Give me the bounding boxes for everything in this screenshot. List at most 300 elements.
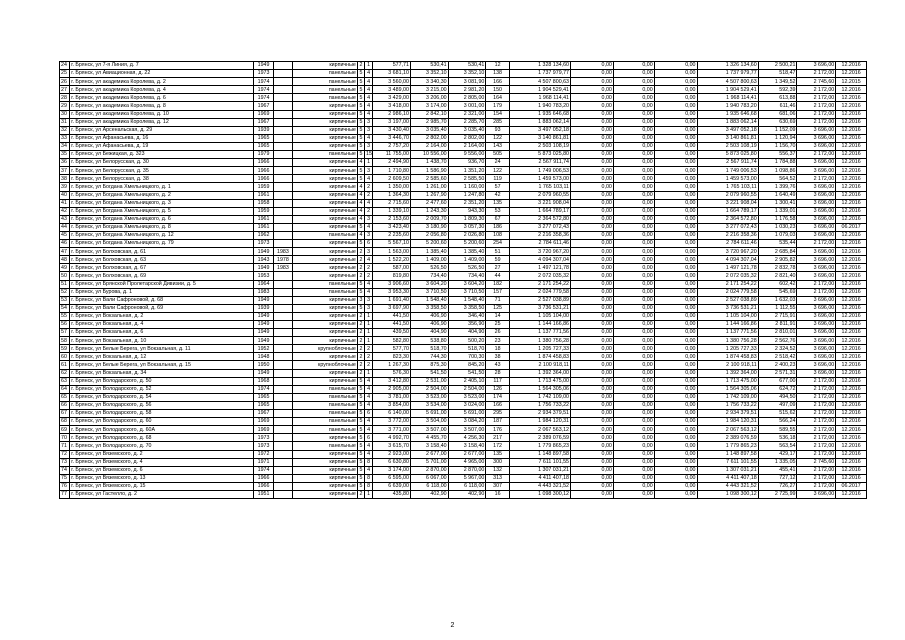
- cell-cost-per-sqm: 497,09: [758, 401, 797, 409]
- cell-private-area: 3 001,00: [448, 102, 486, 110]
- cell-entrances: 4: [365, 377, 373, 385]
- cell-max-cost-per-sqm: 3 696,00: [797, 321, 836, 329]
- cell-build-year: 1973: [253, 70, 273, 78]
- cell-cost-per-sqm: 726,27: [758, 482, 797, 490]
- cell-owner-cost: 0,00: [654, 70, 697, 78]
- cell-cost-per-sqm: 1 339,01: [758, 207, 797, 215]
- cell-owner-cost: 0,00: [654, 248, 697, 256]
- cell-floors: 5: [357, 482, 364, 490]
- cell-build-year: 1965: [253, 393, 273, 401]
- cell-max-cost-per-sqm: 2 172,00: [797, 70, 836, 78]
- cell-build-year: 1952: [253, 345, 273, 353]
- cell-wall-material: панельные: [292, 78, 357, 86]
- cell-residential-area: 541,50: [410, 369, 448, 377]
- cell-owner-cost: 0,00: [654, 62, 697, 70]
- cell-residents: 93: [486, 126, 509, 134]
- cell-private-area: 936,70: [448, 159, 486, 167]
- table-row: [60, 183, 867, 191]
- cell-wall-material: кирпичные: [292, 248, 357, 256]
- cell-deadline: 12.2016: [836, 442, 867, 450]
- cell-entrances: 1: [365, 62, 373, 70]
- cell-max-cost-per-sqm: 3 696,00: [797, 199, 836, 207]
- cell-residents: 132: [486, 466, 509, 474]
- cell-owner-cost: 0,00: [654, 304, 697, 312]
- cell-owner-cost: 0,00: [654, 329, 697, 337]
- cell-wall-material: панельные: [292, 418, 357, 426]
- cell-owner-contribution: 1 904 529,41: [697, 86, 758, 94]
- cell-total-cost: 1 098 300,12: [509, 490, 570, 498]
- cell-reconstruction-year: [274, 191, 292, 199]
- cell-residents: 135: [486, 199, 509, 207]
- cell-private-area: 3 352,10: [448, 70, 486, 78]
- cell-wall-material: кирпичные: [292, 159, 357, 167]
- cell-residential-area: 2 585,60: [410, 175, 448, 183]
- table-row: [60, 426, 867, 434]
- cell-total-cost: 2 527 038,89: [509, 296, 570, 304]
- cell-deadline: 12.2015: [836, 78, 867, 86]
- cell-row-number: 41: [60, 199, 70, 207]
- cell-max-cost-per-sqm: 2 172,00: [797, 418, 836, 426]
- cell-fund-cost: 0,00: [571, 442, 614, 450]
- cell-deadline: 12.2016: [836, 321, 867, 329]
- cell-cost-per-sqm: 1 030,23: [758, 223, 797, 231]
- cell-owner-cost: 0,00: [654, 231, 697, 239]
- cell-entrances: 1: [365, 159, 373, 167]
- cell-wall-material: кирпичные: [292, 191, 357, 199]
- cell-residents: 164: [486, 94, 509, 102]
- cell-address: г. Брянск, ул Вяземского, д. 6: [70, 466, 254, 474]
- cell-owner-contribution: 2 934 379,51: [697, 410, 758, 418]
- cell-max-cost-per-sqm: 2 172,00: [797, 118, 836, 126]
- cell-budget-cost: 0,00: [613, 312, 654, 320]
- cell-max-cost-per-sqm: 3 696,00: [797, 329, 836, 337]
- cell-build-year: 1939: [253, 304, 273, 312]
- cell-total-area: 577,71: [373, 62, 411, 70]
- cell-floors: 5: [357, 70, 364, 78]
- cell-total-area: 3 174,00: [373, 466, 411, 474]
- table-row: [60, 248, 867, 256]
- cell-wall-material: кирпичные: [292, 102, 357, 110]
- cell-floors: 4: [357, 183, 364, 191]
- cell-total-cost: 1 940 783,20: [509, 102, 570, 110]
- cell-owner-contribution: 1 307 031,21: [697, 466, 758, 474]
- table-row: [60, 296, 867, 304]
- cell-build-year: 1967: [253, 410, 273, 418]
- cell-owner-cost: 0,00: [654, 288, 697, 296]
- cell-owner-contribution: 2 527 038,89: [697, 296, 758, 304]
- cell-owner-cost: 0,00: [654, 102, 697, 110]
- cell-private-area: 2 981,20: [448, 86, 486, 94]
- cell-build-year: 1943: [253, 256, 273, 264]
- cell-build-year: 1949: [253, 312, 273, 320]
- cell-owner-contribution: 1 392 364,00: [697, 369, 758, 377]
- table-row: [60, 94, 867, 102]
- cell-owner-contribution: 2 784 611,46: [697, 240, 758, 248]
- cell-reconstruction-year: 1978: [274, 256, 292, 264]
- cell-owner-cost: 0,00: [654, 199, 697, 207]
- cell-cost-per-sqm: 1 300,41: [758, 199, 797, 207]
- cell-fund-cost: 0,00: [571, 142, 614, 150]
- cell-build-year: 1973: [253, 442, 273, 450]
- cell-budget-cost: 0,00: [613, 264, 654, 272]
- cell-residential-area: 3 206,00: [410, 94, 448, 102]
- cell-address: г. Брянск, ул Володарского, д. 60: [70, 418, 254, 426]
- cell-max-cost-per-sqm: 2 172,00: [797, 86, 836, 94]
- cell-deadline: 12.2016: [836, 126, 867, 134]
- cell-address: г. Брянск, ул Володарского, д. 56: [70, 401, 254, 409]
- cell-cost-per-sqm: 566,24: [758, 418, 797, 426]
- cell-max-cost-per-sqm: 3 696,00: [797, 296, 836, 304]
- cell-private-area: 943,30: [448, 207, 486, 215]
- cell-budget-cost: 0,00: [613, 86, 654, 94]
- cell-fund-cost: 0,00: [571, 70, 614, 78]
- cell-residential-area: 3 352,10: [410, 70, 448, 78]
- cell-reconstruction-year: [274, 62, 292, 70]
- cell-total-area: 582,80: [373, 337, 411, 345]
- cell-max-cost-per-sqm: 3 696,00: [797, 207, 836, 215]
- cell-deadline: 12.2016: [836, 377, 867, 385]
- cell-row-number: 65: [60, 393, 70, 401]
- cell-owner-contribution: 1 137 771,56: [697, 329, 758, 337]
- cell-budget-cost: 0,00: [613, 167, 654, 175]
- cell-reconstruction-year: [274, 86, 292, 94]
- cell-build-year: 1949: [253, 248, 273, 256]
- cell-floors: 5: [357, 86, 364, 94]
- cell-deadline: 12.2016: [836, 118, 867, 126]
- cell-private-area: 2 585,50: [448, 175, 486, 183]
- cell-row-number: 29: [60, 102, 70, 110]
- cell-total-cost: 3 736 531,21: [509, 304, 570, 312]
- cell-fund-cost: 0,00: [571, 450, 614, 458]
- cell-budget-cost: 0,00: [613, 223, 654, 231]
- cell-wall-material: панельные: [292, 385, 357, 393]
- cell-wall-material: кирпичные: [292, 175, 357, 183]
- cell-max-cost-per-sqm: 3 696,00: [797, 231, 836, 239]
- cell-residential-area: 1 243,30: [410, 207, 448, 215]
- cell-wall-material: панельные: [292, 442, 357, 450]
- cell-total-area: 6 595,00: [373, 474, 411, 482]
- cell-reconstruction-year: [274, 353, 292, 361]
- cell-deadline: 12.2016: [836, 134, 867, 142]
- cell-max-cost-per-sqm: 3 696,00: [797, 264, 836, 272]
- cell-deadline: 12.2016: [836, 458, 867, 466]
- cell-owner-contribution: 4 507 800,63: [697, 78, 758, 86]
- cell-owner-cost: 0,00: [654, 434, 697, 442]
- cell-owner-cost: 0,00: [654, 321, 697, 329]
- cell-private-area: 2 504,00: [448, 385, 486, 393]
- cell-residential-area: 5 200,60: [410, 240, 448, 248]
- cell-fund-cost: 0,00: [571, 410, 614, 418]
- cell-residents: 12: [486, 62, 509, 70]
- cell-address: г. Брянск, ул Вяземского, д. 2: [70, 450, 254, 458]
- cell-owner-cost: 0,00: [654, 86, 697, 94]
- cell-private-area: 530,41: [448, 62, 486, 70]
- cell-entrances: 2: [365, 264, 373, 272]
- cell-total-area: 439,50: [373, 329, 411, 337]
- cell-budget-cost: 0,00: [613, 418, 654, 426]
- cell-address: г. Брянск, ул Вали Сафроновой, д. 69: [70, 304, 254, 312]
- cell-reconstruction-year: [274, 304, 292, 312]
- cell-deadline: 12.2016: [836, 345, 867, 353]
- cell-fund-cost: 0,00: [571, 329, 614, 337]
- cell-max-cost-per-sqm: 2 172,00: [797, 426, 836, 434]
- cell-max-cost-per-sqm: 3 696,00: [797, 361, 836, 369]
- cell-owner-contribution: 2 171 254,22: [697, 280, 758, 288]
- cell-owner-cost: 0,00: [654, 337, 697, 345]
- cell-floors: 4: [357, 231, 364, 239]
- cell-deadline: 12.2016: [836, 62, 867, 70]
- cell-total-area: 3 615,70: [373, 442, 411, 450]
- cell-owner-contribution: 1 380 756,28: [697, 337, 758, 345]
- cell-max-cost-per-sqm: 3 696,00: [797, 490, 836, 498]
- cell-budget-cost: 0,00: [613, 159, 654, 167]
- cell-owner-cost: 0,00: [654, 159, 697, 167]
- cell-owner-cost: 0,00: [654, 256, 697, 264]
- cell-build-year: 1967: [253, 102, 273, 110]
- cell-owner-contribution: 1 148 897,58: [697, 450, 758, 458]
- cell-entrances: 4: [365, 280, 373, 288]
- cell-address: г. Брянск, ул Володарского, д. 68: [70, 434, 254, 442]
- cell-address: г. Брянск, ул академика Королева, д. 12: [70, 118, 254, 126]
- cell-budget-cost: 0,00: [613, 240, 654, 248]
- cell-build-year: 1966: [253, 175, 273, 183]
- cell-address: г. Брянск, ул Вяземского, д. 4: [70, 458, 254, 466]
- cell-address: г. Брянск, ул Бурова, д. 1: [70, 288, 254, 296]
- cell-total-cost: 3 720 967,20: [509, 248, 570, 256]
- cell-owner-contribution: 1 105 104,00: [697, 312, 758, 320]
- cell-cost-per-sqm: 455,41: [758, 466, 797, 474]
- cell-floors: 2: [357, 264, 364, 272]
- cell-fund-cost: 0,00: [571, 369, 614, 377]
- cell-residential-area: 2 056,80: [410, 231, 448, 239]
- cell-owner-cost: 0,00: [654, 458, 697, 466]
- cell-budget-cost: 0,00: [613, 410, 654, 418]
- cell-fund-cost: 0,00: [571, 296, 614, 304]
- cell-address: г. Брянск, ул Болховская, д. 61: [70, 248, 254, 256]
- table-row: [60, 442, 867, 450]
- cell-residents: 285: [486, 118, 509, 126]
- cell-entrances: 3: [365, 118, 373, 126]
- cell-build-year: 1959: [253, 207, 273, 215]
- cell-fund-cost: 0,00: [571, 151, 614, 159]
- cell-total-area: 3 429,00: [373, 94, 411, 102]
- cell-fund-cost: 0,00: [571, 393, 614, 401]
- cell-wall-material: кирпичные: [292, 450, 357, 458]
- cell-private-area: 526,50: [448, 264, 486, 272]
- cell-private-area: 3 358,50: [448, 304, 486, 312]
- cell-floors: 2: [357, 256, 364, 264]
- cell-deadline: 12.2016: [836, 369, 867, 377]
- cell-row-number: 69: [60, 426, 70, 434]
- cell-wall-material: кирпичные: [292, 337, 357, 345]
- table-row: [60, 167, 867, 175]
- cell-floors: 5: [357, 450, 364, 458]
- cell-reconstruction-year: [274, 410, 292, 418]
- cell-total-area: 3 418,00: [373, 102, 411, 110]
- cell-row-number: 57: [60, 329, 70, 337]
- cell-total-cost: 1 713 475,00: [509, 377, 570, 385]
- cell-floors: 5: [357, 223, 364, 231]
- cell-address: г. Брянск, ул Богдана Хмельницкого, д. 6: [70, 215, 254, 223]
- cell-total-cost: 4 411 407,18: [509, 474, 570, 482]
- cell-build-year: 1958: [253, 199, 273, 207]
- cell-total-cost: 2 364 572,80: [509, 215, 570, 223]
- cell-total-area: 2 494,90: [373, 159, 411, 167]
- cell-total-area: 1 339,10: [373, 207, 411, 215]
- table-row: [60, 369, 867, 377]
- cell-budget-cost: 0,00: [613, 434, 654, 442]
- cell-owner-cost: 0,00: [654, 264, 697, 272]
- cell-budget-cost: 0,00: [613, 231, 654, 239]
- cell-build-year: 1974: [253, 86, 273, 94]
- cell-address: г. Брянск, ул Белорусская, д. 35: [70, 167, 254, 175]
- table-row: [60, 118, 867, 126]
- cell-total-cost: 7 611 101,55: [509, 458, 570, 466]
- cell-address: г. Брянск, ул Болховская, д. 63: [70, 256, 254, 264]
- cell-address: г. Брянск, ул Вокзальная, д. 2: [70, 312, 254, 320]
- cell-total-cost: 3 221 908,04: [509, 199, 570, 207]
- cell-build-year: 1974: [253, 78, 273, 86]
- cell-cost-per-sqm: 1 152,09: [758, 126, 797, 134]
- cell-owner-contribution: 1 459 573,00: [697, 175, 758, 183]
- cell-max-cost-per-sqm: 2 172,00: [797, 280, 836, 288]
- cell-floors: 4: [357, 199, 364, 207]
- cell-reconstruction-year: [274, 377, 292, 385]
- cell-deadline: 12.2016: [836, 183, 867, 191]
- cell-total-area: 2 905,00: [373, 385, 411, 393]
- cell-private-area: 3 507,00: [448, 426, 486, 434]
- cell-max-cost-per-sqm: 3 696,00: [797, 353, 836, 361]
- cell-budget-cost: 0,00: [613, 151, 654, 159]
- cell-total-cost: 4 507 800,63: [509, 78, 570, 86]
- cell-cost-per-sqm: 592,39: [758, 86, 797, 94]
- cell-total-area: 3 681,10: [373, 70, 411, 78]
- cell-budget-cost: 0,00: [613, 175, 654, 183]
- cell-residential-area: 1 409,00: [410, 256, 448, 264]
- cell-budget-cost: 0,00: [613, 345, 654, 353]
- cell-fund-cost: 0,00: [571, 110, 614, 118]
- cell-wall-material: кирпичные: [292, 369, 357, 377]
- cell-residential-area: 518,70: [410, 345, 448, 353]
- cell-private-area: 1 409,00: [448, 256, 486, 264]
- cell-total-area: 3 906,60: [373, 280, 411, 288]
- cell-cost-per-sqm: 564,52: [758, 175, 797, 183]
- cell-floors: 5: [357, 474, 364, 482]
- cell-budget-cost: 0,00: [613, 78, 654, 86]
- table-row: [60, 142, 867, 150]
- cell-residents: 27: [486, 264, 509, 272]
- cell-residential-area: 2 504,00: [410, 385, 448, 393]
- cell-residents: 179: [486, 102, 509, 110]
- cell-private-area: 2 870,00: [448, 466, 486, 474]
- cell-residents: 295: [486, 410, 509, 418]
- cell-owner-contribution: 2 364 572,80: [697, 215, 758, 223]
- cell-total-area: 11 755,00: [373, 151, 411, 159]
- cell-deadline: 12.2016: [836, 142, 867, 150]
- cell-owner-contribution: 1 144 166,86: [697, 321, 758, 329]
- cell-residents: 307: [486, 482, 509, 490]
- cell-entrances: 1: [365, 369, 373, 377]
- cell-total-cost: 1 328 134,60: [509, 62, 570, 70]
- cell-max-cost-per-sqm: 3 696,00: [797, 337, 836, 345]
- cell-row-number: 62: [60, 369, 70, 377]
- cell-residential-area: 10 556,00: [410, 151, 448, 159]
- cell-residential-area: 3 358,50: [410, 304, 448, 312]
- cell-fund-cost: 0,00: [571, 191, 614, 199]
- cell-max-cost-per-sqm: 3 696,00: [797, 126, 836, 134]
- cell-total-area: 3 560,00: [373, 78, 411, 86]
- cell-floors: 2: [357, 361, 364, 369]
- table-row: [60, 78, 867, 86]
- cell-total-area: 577,70: [373, 345, 411, 353]
- cell-reconstruction-year: [274, 329, 292, 337]
- cell-private-area: 3 084,20: [448, 418, 486, 426]
- cell-address: г. Брянск, ул Вокзальная, д. 4: [70, 321, 254, 329]
- cell-wall-material: кирпичные: [292, 183, 357, 191]
- cell-owner-contribution: 2 072 035,32: [697, 272, 758, 280]
- cell-total-cost: 2 171 254,22: [509, 280, 570, 288]
- cell-entrances: 4: [365, 134, 373, 142]
- cell-owner-contribution: 2 024 779,58: [697, 288, 758, 296]
- cell-floors: 5: [357, 118, 364, 126]
- cell-deadline: 12.2016: [836, 191, 867, 199]
- cell-reconstruction-year: [274, 207, 292, 215]
- cell-max-cost-per-sqm: 2 172,00: [797, 102, 836, 110]
- cell-wall-material: кирпичные: [292, 207, 357, 215]
- cell-residents: 44: [486, 272, 509, 280]
- cell-deadline: 12.2016: [836, 393, 867, 401]
- cell-address: г. Брянск, ул Вокзальная, д. 6: [70, 329, 254, 337]
- cell-entrances: 6: [365, 240, 373, 248]
- cell-total-area: 3 781,00: [373, 393, 411, 401]
- cell-reconstruction-year: [274, 280, 292, 288]
- cell-floors: 2: [357, 369, 364, 377]
- cell-fund-cost: 0,00: [571, 321, 614, 329]
- cell-owner-cost: 0,00: [654, 94, 697, 102]
- cell-row-number: 31: [60, 118, 70, 126]
- cell-reconstruction-year: [274, 393, 292, 401]
- cell-owner-cost: 0,00: [654, 418, 697, 426]
- cell-entrances: 4: [365, 102, 373, 110]
- cell-wall-material: кирпичные: [292, 264, 357, 272]
- cell-budget-cost: 0,00: [613, 450, 654, 458]
- cell-residents: 174: [486, 393, 509, 401]
- cell-reconstruction-year: [274, 434, 292, 442]
- cell-private-area: 541,50: [448, 369, 486, 377]
- cell-row-number: 53: [60, 296, 70, 304]
- cell-address: г. Брянск, ул Богдана Хмельницкого, д. 79: [70, 240, 254, 248]
- cell-owner-cost: 0,00: [654, 442, 697, 450]
- cell-wall-material: кирпичные: [292, 434, 357, 442]
- cell-fund-cost: 0,00: [571, 167, 614, 175]
- cell-entrances: 2: [365, 345, 373, 353]
- cell-residents: 57: [486, 183, 509, 191]
- cell-entrances: 4: [365, 288, 373, 296]
- cell-max-cost-per-sqm: 3 696,00: [797, 215, 836, 223]
- cell-total-cost: 2 503 108,19: [509, 142, 570, 150]
- cell-residents: 42: [486, 191, 509, 199]
- cell-entrances: 6: [365, 434, 373, 442]
- cell-cost-per-sqm: 589,55: [758, 426, 797, 434]
- cell-deadline: 12.2016: [836, 353, 867, 361]
- cell-residents: 24: [486, 159, 509, 167]
- cell-max-cost-per-sqm: 2 172,00: [797, 94, 836, 102]
- cell-address: г. Брянск, ул Белые Берега, ул Вокзальная, д. 15: [70, 361, 254, 369]
- cell-max-cost-per-sqm: 3 696,00: [797, 256, 836, 264]
- cell-address: г. Брянск, ул Афанасьева, д. 16: [70, 134, 254, 142]
- cell-owner-cost: 0,00: [654, 183, 697, 191]
- cell-total-cost: 2 934 379,51: [509, 410, 570, 418]
